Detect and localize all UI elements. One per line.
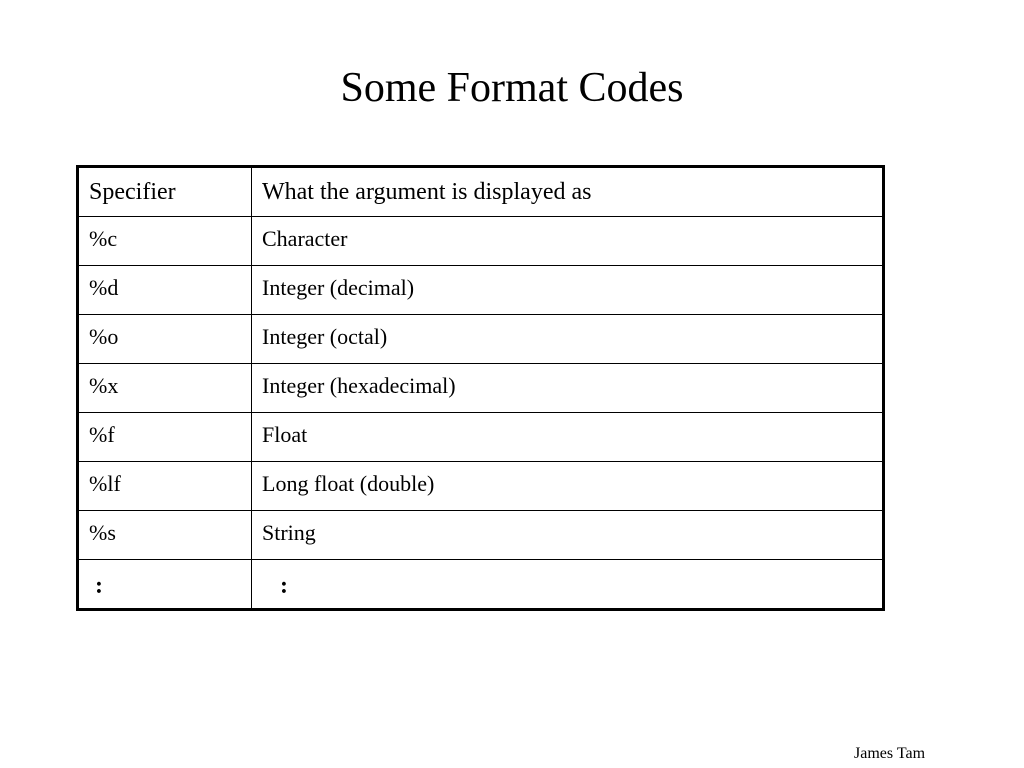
specifier-cell: %x <box>78 364 252 413</box>
continuation-description-cell <box>252 560 884 610</box>
specifier-cell: %c <box>78 217 252 266</box>
table-row <box>78 266 884 315</box>
description-cell: Integer (hexadecimal) <box>252 364 884 413</box>
continuation-mark: : <box>95 573 103 599</box>
specifier-cell: %f <box>78 413 252 462</box>
continuation-specifier-cell <box>78 560 252 610</box>
table-row <box>78 511 884 560</box>
format-codes-table <box>76 165 885 611</box>
table-row-continuation <box>78 560 884 610</box>
description-cell: Float <box>252 413 884 462</box>
table-row <box>78 217 884 266</box>
specifier-cell: %lf <box>78 462 252 511</box>
description-cell: Long float (double) <box>252 462 884 511</box>
column-header-specifier: Specifier <box>78 167 252 217</box>
description-cell: String <box>252 511 884 560</box>
table-row <box>78 315 884 364</box>
description-cell: Integer (decimal) <box>252 266 884 315</box>
specifier-cell: %o <box>78 315 252 364</box>
continuation-mark: : <box>280 573 288 599</box>
specifier-cell: %d <box>78 266 252 315</box>
table-header-row <box>78 167 884 217</box>
description-cell: Integer (octal) <box>252 315 884 364</box>
table-row <box>78 413 884 462</box>
footer-author: James Tam <box>854 745 926 762</box>
description-cell: Character <box>252 217 884 266</box>
specifier-cell: %s <box>78 511 252 560</box>
column-header-description: What the argument is displayed as <box>252 167 884 217</box>
table-row <box>78 364 884 413</box>
table-row <box>78 462 884 511</box>
slide-title: Some Format Codes <box>340 65 684 111</box>
